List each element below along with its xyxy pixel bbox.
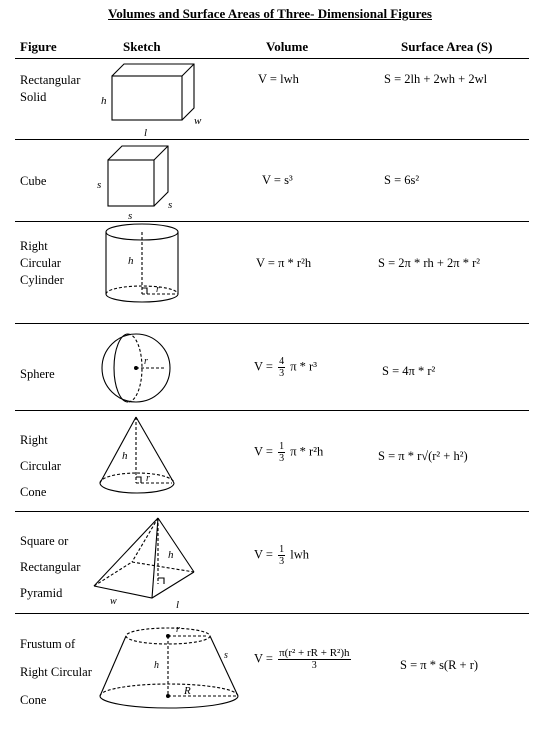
figure-name: Cube <box>20 174 47 188</box>
rectangular-solid-sketch <box>88 60 218 140</box>
figure-name: Rectangular Solid <box>20 73 81 104</box>
label-l: l <box>176 599 180 611</box>
label-r: r <box>156 284 160 295</box>
label-w: w <box>110 596 117 607</box>
header-volume: Volume <box>266 39 309 54</box>
header-figure: Figure <box>20 39 57 54</box>
figure-name: Right Circular Cone <box>20 433 61 499</box>
surface-area-formula: S = π * s(R + r) <box>400 658 479 672</box>
label-R: R <box>184 685 191 697</box>
label-s: s <box>128 210 133 222</box>
volume-formula: V = $\frac{1}{3}$ π * r²h <box>254 441 324 464</box>
pyramid-sketch <box>88 512 218 612</box>
header-divider <box>15 58 529 59</box>
header-surface-area: Surface Area (S) <box>401 39 493 54</box>
volume-formula: V = $\frac{4}{3}$ π * r³ <box>254 356 317 379</box>
surface-area-formula: S = 2lh + 2wh + 2wl <box>384 72 488 86</box>
label-r: r <box>144 356 148 367</box>
label-s: s <box>97 179 102 191</box>
label-h: h <box>128 255 134 267</box>
label-h: h <box>122 450 128 462</box>
cylinder-sketch <box>88 222 218 322</box>
label-r: r <box>176 624 180 635</box>
surface-area-formula: S = 6s² <box>384 173 420 187</box>
surface-area-formula: S = 2π * rh + 2π * r² <box>378 256 480 270</box>
frustum-sketch <box>88 614 268 732</box>
page-title: Volumes and Surface Areas of Three- Dimensional Figures <box>108 6 432 21</box>
label-h: h <box>154 660 159 671</box>
label-r: r <box>146 473 150 484</box>
header-sketch: Sketch <box>123 39 161 54</box>
surface-area-formula: S = π * r√(r² + h²) <box>378 449 468 463</box>
volume-formula: V = π * r²h <box>256 256 312 270</box>
sphere-sketch <box>88 324 218 410</box>
cube-sketch <box>88 140 218 222</box>
label-s: s <box>168 199 173 211</box>
volume-formula: V = $\frac{\text{π(r² + rR + R²)h}}{3}$ <box>254 647 350 671</box>
figure-name: Frustum of Right Circular Cone <box>20 637 92 707</box>
figure-name: Right Circular Cylinder <box>20 239 64 287</box>
label-h: h <box>168 549 174 561</box>
label-h: h <box>101 95 107 107</box>
label-s: s <box>224 650 228 661</box>
figure-name: Square or Rectangular Pyramid <box>20 534 81 600</box>
label-l: l <box>144 127 148 139</box>
surface-area-formula: S = 4π * r² <box>382 364 436 378</box>
label-w: w <box>194 115 202 127</box>
cone-sketch <box>88 411 218 509</box>
figure-name: Sphere <box>20 367 55 381</box>
volume-formula: V = $\frac{1}{3}$ lwh <box>254 544 309 567</box>
volume-formula: V = s³ <box>262 173 293 187</box>
volume-formula: V = lwh <box>258 72 299 86</box>
